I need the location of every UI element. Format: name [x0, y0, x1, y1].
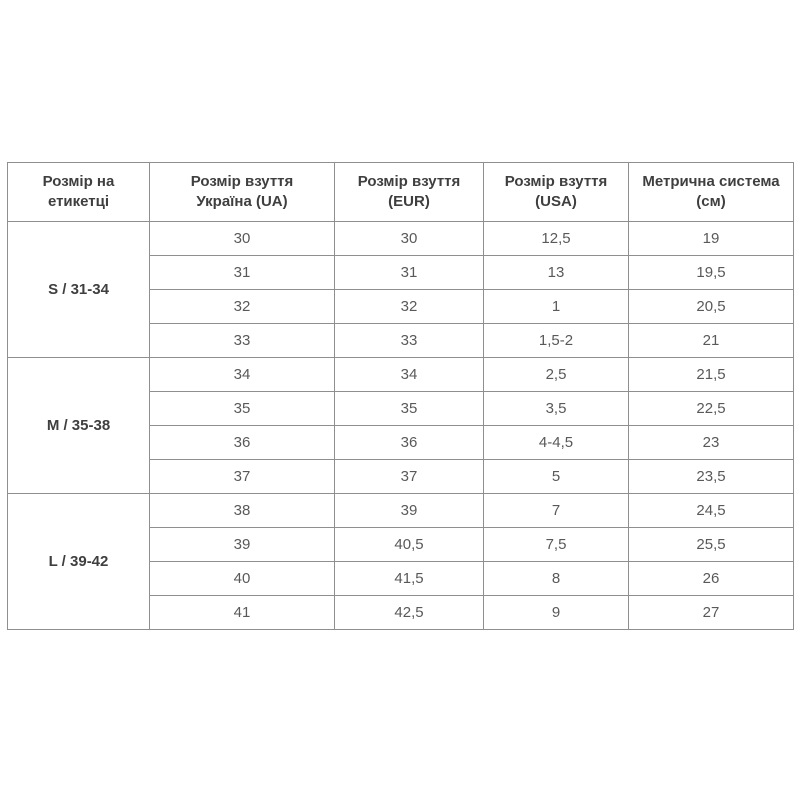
data-cell: 19,5: [629, 256, 794, 290]
table-row: [8, 494, 794, 528]
data-cell: 32: [335, 290, 484, 324]
header-line: Україна (UA): [196, 193, 288, 210]
data-cell: 41,5: [335, 562, 484, 596]
data-cell: 33: [150, 324, 335, 358]
data-cell: 36: [335, 426, 484, 460]
data-cell: 21,5: [629, 358, 794, 392]
data-cell: 7: [484, 494, 629, 528]
data-cell: 26: [629, 562, 794, 596]
data-cell: 20,5: [629, 290, 794, 324]
header-line: Розмір взуття: [190, 173, 294, 190]
data-cell: 37: [150, 460, 335, 494]
group-label-cell-m: M / 35-38: [8, 358, 150, 494]
data-cell: 32: [150, 290, 335, 324]
data-cell: 42,5: [335, 596, 484, 630]
data-cell: 13: [484, 256, 629, 290]
data-cell: 40,5: [335, 528, 484, 562]
data-cell: 31: [335, 256, 484, 290]
column-header-ua-size: [150, 163, 335, 222]
data-cell: 36: [150, 426, 335, 460]
header-line: Розмір взуття: [504, 173, 608, 190]
column-header-label-size: [8, 163, 150, 222]
column-header-metric-cm: [629, 163, 794, 222]
data-cell: 39: [335, 494, 484, 528]
data-cell: 1,5-2: [484, 324, 629, 358]
data-cell: 23,5: [629, 460, 794, 494]
data-cell: 3,5: [484, 392, 629, 426]
data-cell: 38: [150, 494, 335, 528]
data-cell: 8: [484, 562, 629, 596]
data-cell: 33: [335, 324, 484, 358]
data-cell: 22,5: [629, 392, 794, 426]
group-label-cell-l: L / 39-42: [8, 494, 150, 630]
data-cell: 30: [150, 222, 335, 256]
data-cell: 9: [484, 596, 629, 630]
header-line: Метрична система: [642, 173, 780, 190]
header-line: Розмір взуття: [357, 173, 461, 190]
column-header-usa-size: [484, 163, 629, 222]
data-cell: 5: [484, 460, 629, 494]
data-cell: 4-4,5: [484, 426, 629, 460]
data-cell: 2,5: [484, 358, 629, 392]
size-chart-wrapper: [7, 162, 794, 630]
data-cell: 39: [150, 528, 335, 562]
table-row: [8, 222, 794, 256]
data-cell: 25,5: [629, 528, 794, 562]
data-cell: 12,5: [484, 222, 629, 256]
data-cell: 34: [335, 358, 484, 392]
data-cell: 24,5: [629, 494, 794, 528]
data-cell: 31: [150, 256, 335, 290]
header-line: (см): [696, 193, 726, 210]
header-line: (EUR): [388, 193, 430, 210]
size-chart-table: [7, 162, 794, 630]
data-cell: 30: [335, 222, 484, 256]
table-row: [8, 358, 794, 392]
data-cell: 41: [150, 596, 335, 630]
data-cell: 1: [484, 290, 629, 324]
data-cell: 23: [629, 426, 794, 460]
data-cell: 27: [629, 596, 794, 630]
data-cell: 19: [629, 222, 794, 256]
group-label-cell-s: S / 31-34: [8, 222, 150, 358]
data-cell: 37: [335, 460, 484, 494]
data-cell: 34: [150, 358, 335, 392]
column-header-eur-size: [335, 163, 484, 222]
header-line: (USA): [535, 193, 577, 210]
data-cell: 7,5: [484, 528, 629, 562]
header-line: етикетці: [47, 193, 110, 210]
data-cell: 35: [150, 392, 335, 426]
data-cell: 21: [629, 324, 794, 358]
data-cell: 35: [335, 392, 484, 426]
header-line: Розмір на: [42, 173, 115, 190]
header-row: [8, 163, 794, 222]
data-cell: 40: [150, 562, 335, 596]
